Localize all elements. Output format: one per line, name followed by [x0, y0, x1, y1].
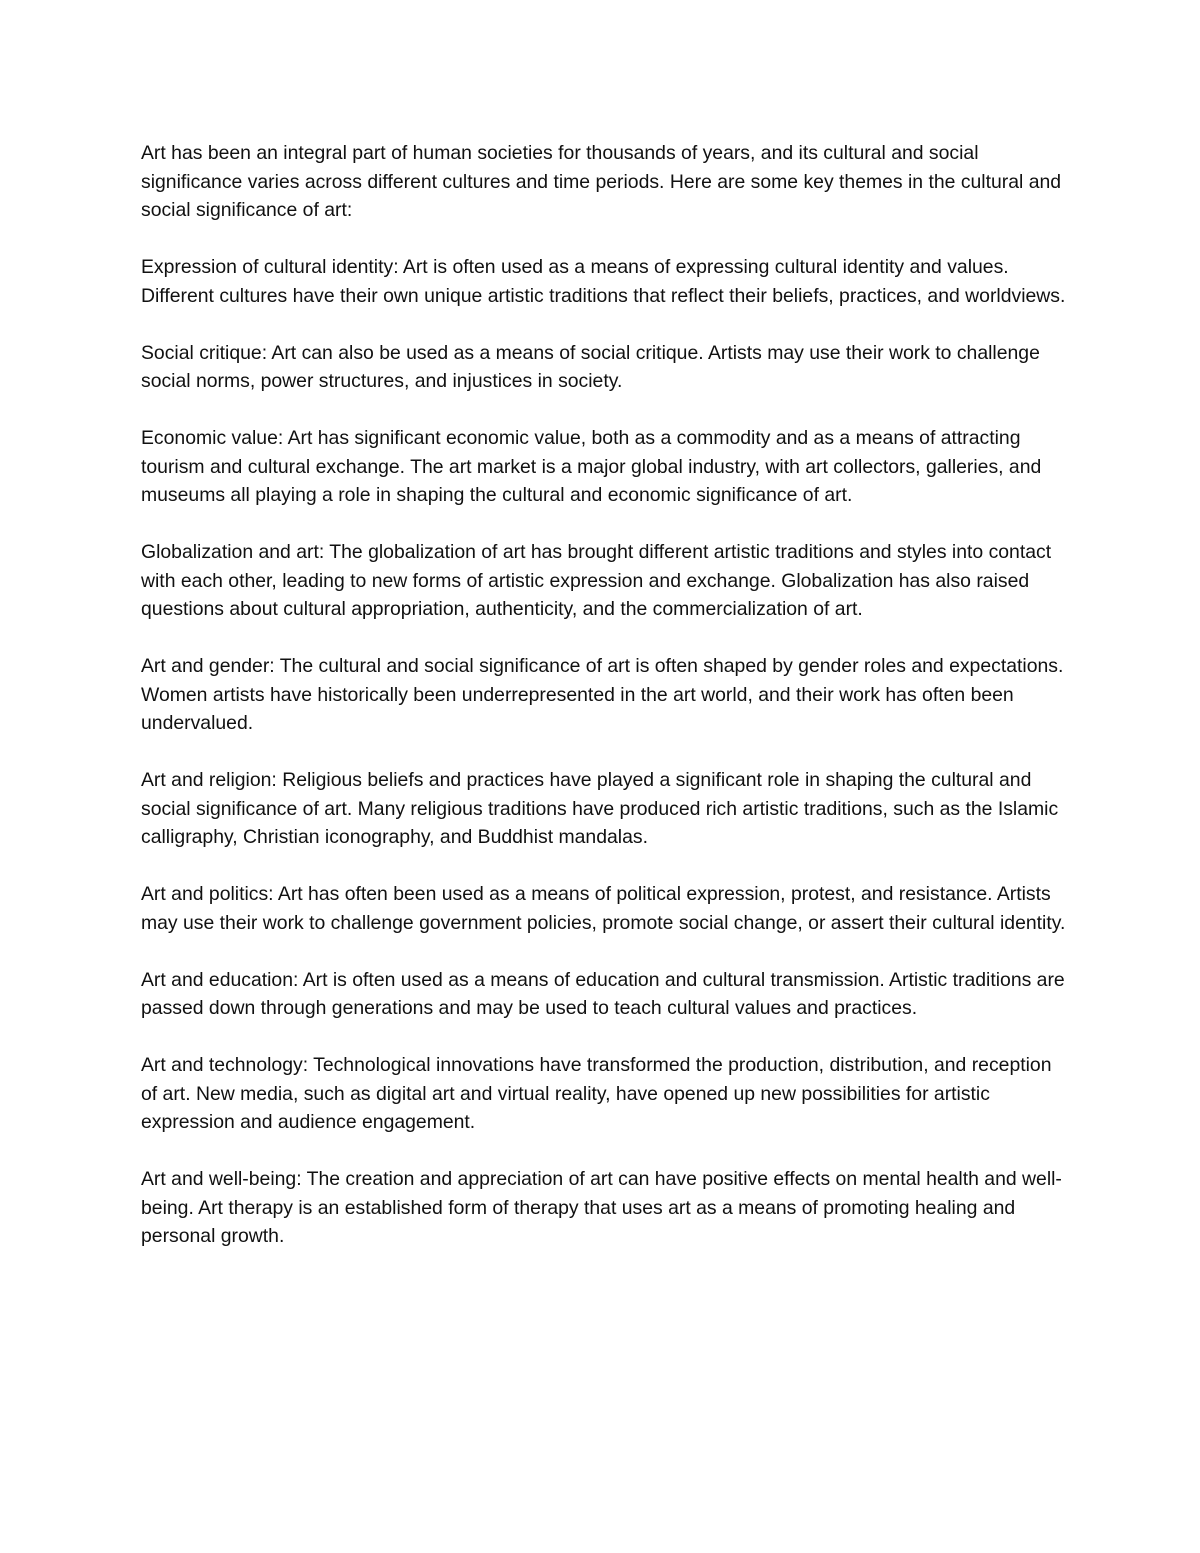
document-body — [141, 139, 1071, 1279]
paragraph-social-critique: Social critique: Art can also be used as a means of social critique. Artists may use their work to challenge social norms, power structures, and injustices in society. — [141, 341, 1040, 392]
paragraph-economic-value: Economic value: Art has significant economic value, both as a commodity and as a means of attracting tourism and cultural exchange. The art market is a major global industry, with art collectors, galleries, and museums all playing a role in shaping the cultural and economic significance of art. — [141, 427, 1042, 506]
paragraph-technology: Art and technology: Technological innovations have transformed the production, distribution, and reception of art. New media, such as digital art and virtual reality, have opened up new possibilities for artistic expression and audience engagement. — [141, 1054, 1052, 1133]
paragraph-education: Art and education: Art is often used as a means of education and cultural transmission. Artistic traditions are passed down through generations and may be used to teach cultural values and practices. — [141, 968, 1065, 1019]
paragraph-well-being: Art and well-being: The creation and appreciation of art can have positive effects on mental health and well-being. Art therapy is an established form of therapy that uses art as a means of promoting healing and personal growth. — [141, 1168, 1062, 1247]
paragraph-gender: Art and gender: The cultural and social significance of art is often shaped by gender roles and expectations. Women artists have historically been underrepresented in the art world, and their work has often been undervalued. — [141, 655, 1064, 734]
paragraph-globalization: Globalization and art: The globalization of art has brought different artistic traditions and styles into contact with each other, leading to new forms of artistic expression and exchange. Globalization has also raised questions about cultural appropriation, authenticity, and the commercialization of art. — [141, 541, 1052, 620]
paragraph-intro: Art has been an integral part of human societies for thousands of years, and its cultural and social significance varies across different cultures and time periods. Here are some key themes in the cultural and social significance of art: — [141, 142, 1062, 221]
paragraph-politics: Art and politics: Art has often been used as a means of political expression, protest, and resistance. Artists may use their work to challenge government policies, promote social change, or assert their cultural identity. — [141, 883, 1066, 934]
paragraph-religion: Art and religion: Religious beliefs and practices have played a significant role in shaping the cultural and social significance of art. Many religious traditions have produced rich artistic traditions, such as the Islamic calligraphy, Christian iconography, and Buddhist mandalas. — [141, 769, 1059, 848]
paragraph-cultural-identity: Expression of cultural identity: Art is often used as a means of expressing cultural identity and values. Different cultures have their own unique artistic traditions that reflect their beliefs, practices, and worldviews. — [141, 256, 1066, 307]
